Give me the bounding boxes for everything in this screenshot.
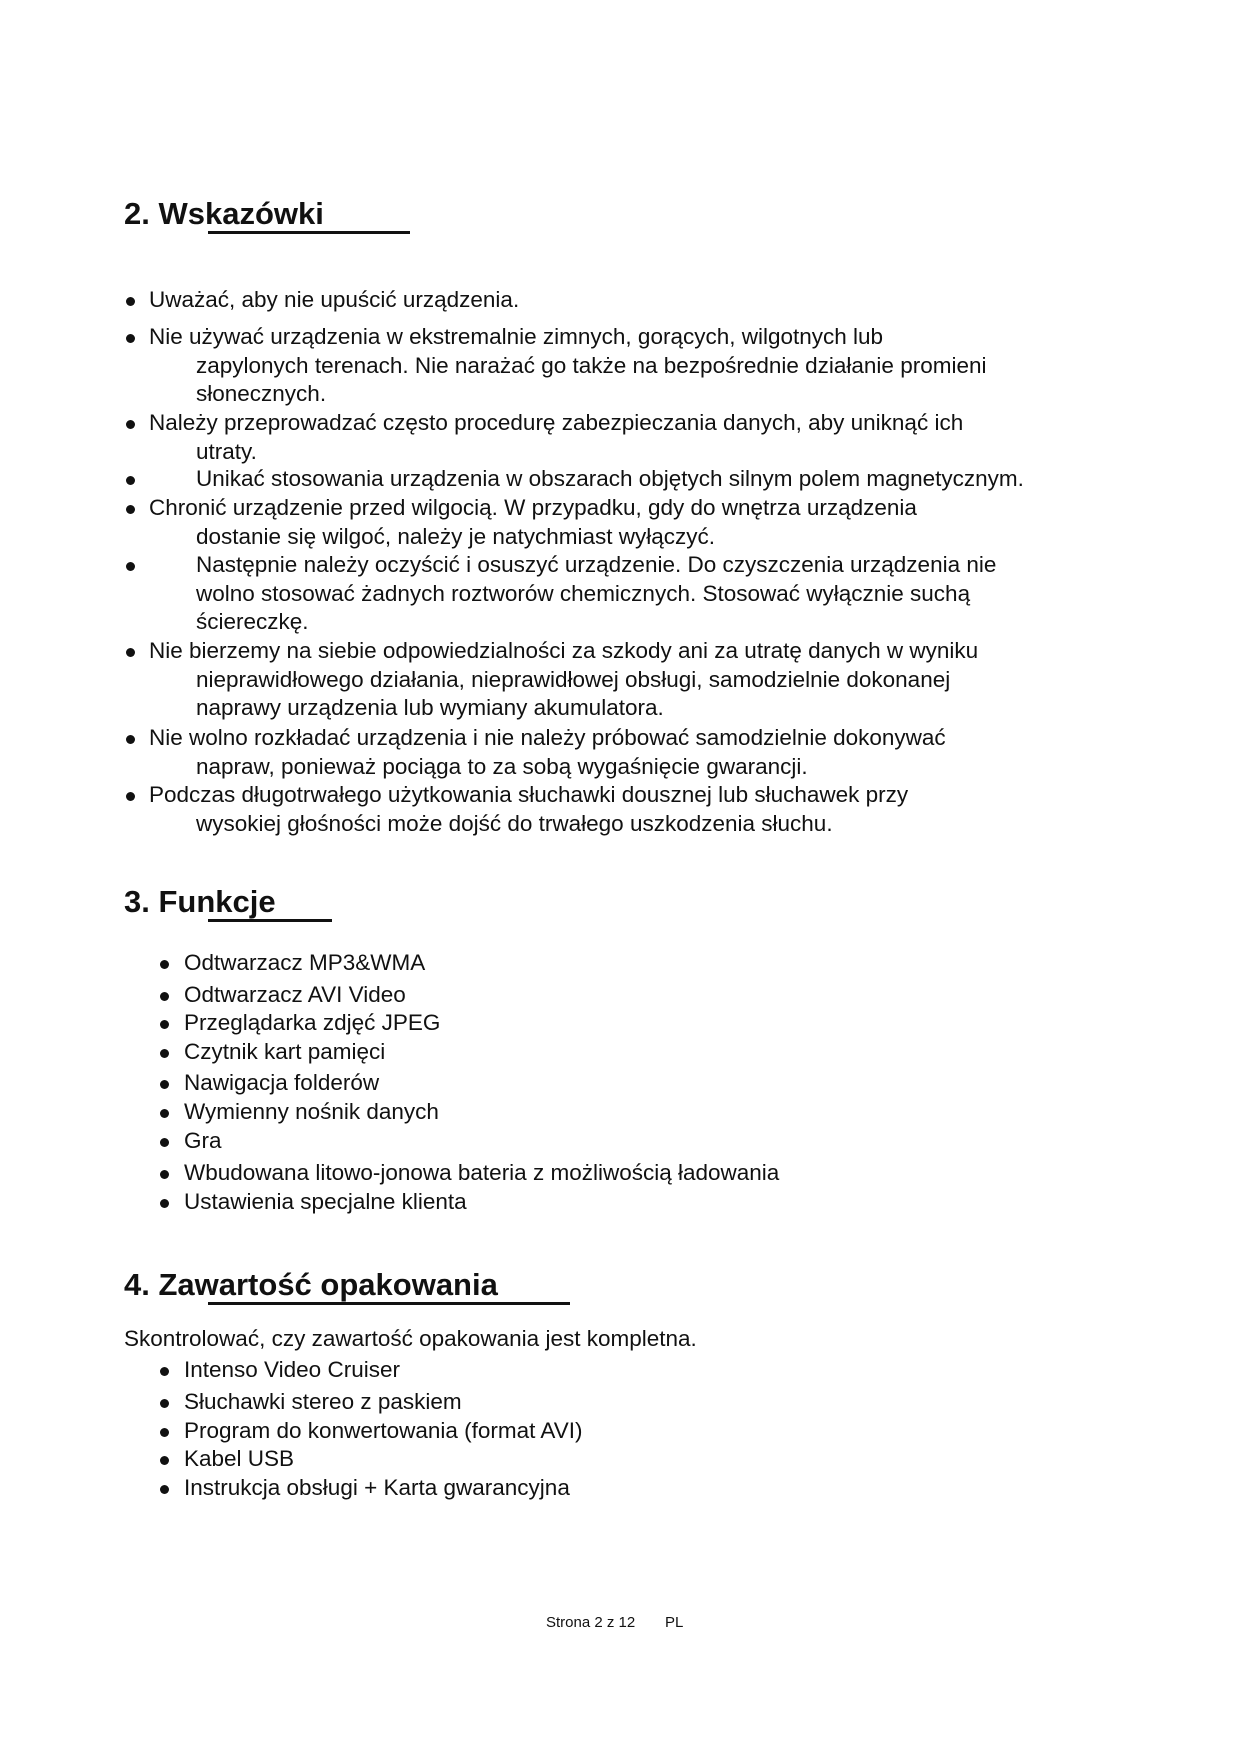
bullet-dot <box>160 1399 169 1408</box>
list-item-line: zapylonych terenach. Nie narażać go także na bezpośrednie działanie promieni <box>196 353 987 378</box>
bullet-dot <box>126 648 135 657</box>
bullet-dot <box>160 1428 169 1437</box>
section-4-intro: Skontrolować, czy zawartość opakowania jest kompletna. <box>124 1326 697 1351</box>
bullet-dot <box>160 1138 169 1147</box>
bullet-dot <box>160 1080 169 1089</box>
bullet-dot <box>160 960 169 969</box>
section-3-underline <box>208 919 332 922</box>
bullet-dot <box>126 505 135 514</box>
list-item-line: Nawigacja folderów <box>184 1070 380 1095</box>
list-item-line: Następnie należy oczyścić i osuszyć urządzenie. Do czyszczenia urządzenia nie <box>196 552 997 577</box>
list-item-line: Podczas długotrwałego użytkowania słuchawki dousznej lub słuchawek przy <box>149 782 909 807</box>
list-item-line: Chronić urządzenie przed wilgocią. W przypadku, gdy do wnętrza urządzenia <box>149 495 917 520</box>
bullet-dot <box>160 1020 169 1029</box>
list-item-line: Słuchawki stereo z paskiem <box>184 1389 462 1414</box>
list-item-line: Intenso Video Cruiser <box>184 1357 400 1382</box>
list-item-line: napraw, ponieważ pociąga to za sobą wygaśnięcie gwarancji. <box>196 754 808 779</box>
bullet-dot <box>160 992 169 1001</box>
bullet-dot <box>160 1456 169 1465</box>
bullet-dot <box>160 1049 169 1058</box>
list-item-line: Wymienny nośnik danych <box>184 1099 439 1124</box>
section-4-heading <box>124 1267 498 1303</box>
bullet-dot <box>160 1485 169 1494</box>
list-item-line: wysokiej głośności może dojść do trwałego uszkodzenia słuchu. <box>196 811 833 836</box>
list-item-line: Ustawienia specjalne klienta <box>184 1189 467 1214</box>
bullet-dot <box>126 476 135 485</box>
bullet-dot <box>160 1367 169 1376</box>
section-3-heading <box>124 884 276 920</box>
list-item-line: wolno stosować żadnych roztworów chemicznych. Stosować wyłącznie suchą <box>196 581 971 606</box>
list-item-line: Należy przeprowadzać często procedurę zabezpieczania danych, aby uniknąć ich <box>149 410 964 435</box>
footer-page-number: Strona 2 z 12 <box>546 1614 636 1631</box>
section-4-title: 4. Zawartość opakowania <box>124 1267 498 1302</box>
list-item-line: Przeglądarka zdjęć JPEG <box>184 1010 441 1035</box>
bullet-dot <box>126 334 135 343</box>
bullet-dot <box>160 1109 169 1118</box>
list-item-line: Unikać stosowania urządzenia w obszarach objętych silnym polem magnetycznym. <box>196 466 1024 491</box>
section-2-title: 2. Wskazówki <box>124 196 324 231</box>
bullet-dot <box>126 420 135 429</box>
list-item-line: Odtwarzacz AVI Video <box>184 982 406 1007</box>
list-item-line: Czytnik kart pamięci <box>184 1039 386 1064</box>
bullet-dot <box>126 735 135 744</box>
bullet-dot <box>126 562 135 571</box>
footer-language: PL <box>665 1614 684 1631</box>
bullet-dot <box>126 297 135 306</box>
list-item-line: Program do konwertowania (format AVI) <box>184 1418 583 1443</box>
list-item-line: Instrukcja obsługi + Karta gwarancyjna <box>184 1475 570 1500</box>
section-2-underline <box>208 231 410 234</box>
list-item-line: ściereczkę. <box>196 609 309 634</box>
list-item-line: dostanie się wilgoć, należy je natychmiast wyłączyć. <box>196 524 715 549</box>
section-3-title: 3. Funkcje <box>124 884 276 919</box>
list-item-line: Odtwarzacz MP3&WMA <box>184 950 426 975</box>
list-item-line: naprawy urządzenia lub wymiany akumulatora. <box>196 695 664 720</box>
list-item-line: Nie używać urządzenia w ekstremalnie zimnych, gorących, wilgotnych lub <box>149 324 884 349</box>
bullet-dot <box>160 1170 169 1179</box>
list-item-line: słonecznych. <box>196 381 327 406</box>
list-item-line: Kabel USB <box>184 1446 295 1471</box>
section-2-heading <box>124 196 324 232</box>
list-item-line: nieprawidłowego działania, nieprawidłowej obsługi, samodzielnie dokonanej <box>196 667 951 692</box>
list-item-line: Gra <box>184 1128 222 1153</box>
list-item-line: Wbudowana litowo-jonowa bateria z możliwością ładowania <box>184 1160 780 1185</box>
bullet-dot <box>160 1199 169 1208</box>
list-item-line: utraty. <box>196 439 257 464</box>
section-4-underline <box>208 1302 570 1305</box>
bullet-dot <box>126 792 135 801</box>
list-item-line: Nie wolno rozkładać urządzenia i nie należy próbować samodzielnie dokonywać <box>149 725 946 750</box>
list-item-line: Uważać, aby nie upuścić urządzenia. <box>149 287 520 312</box>
list-item-line: Nie bierzemy na siebie odpowiedzialności za szkody ani za utratę danych w wyniku <box>149 638 979 663</box>
